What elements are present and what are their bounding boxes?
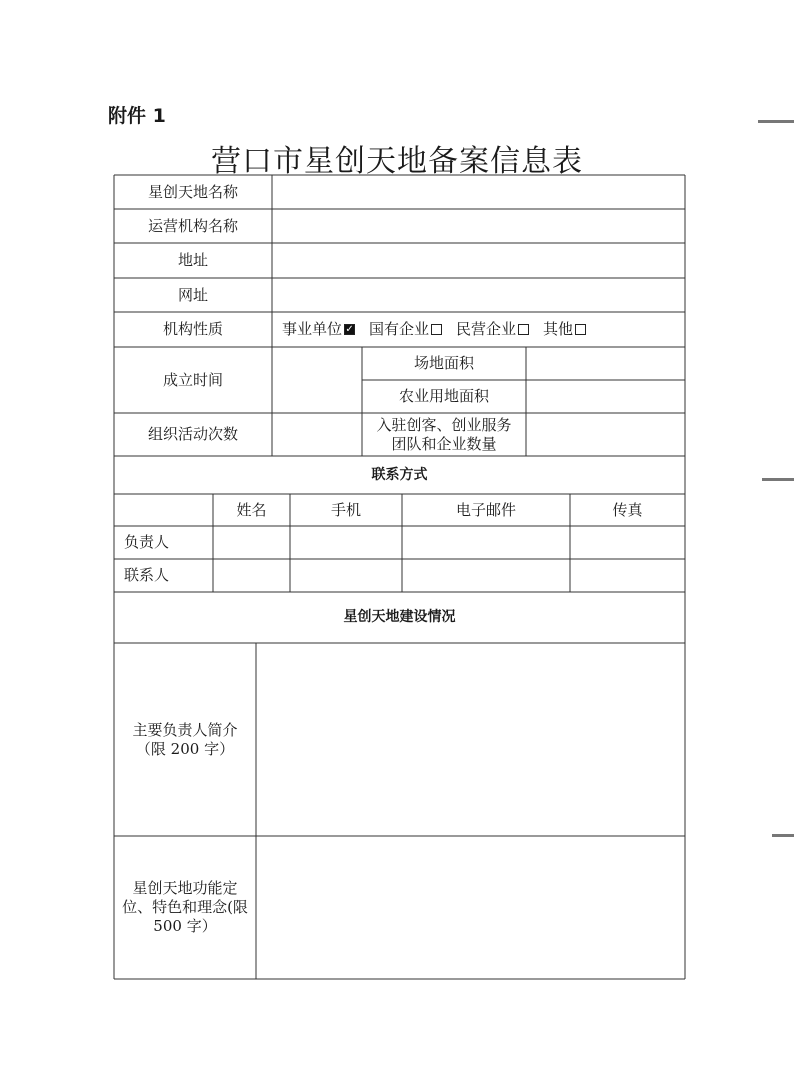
leader-intro-label-line: 主要负责人简介	[132, 720, 238, 739]
column-header-mobile: 手机	[330, 500, 361, 519]
founded-field[interactable]	[272, 347, 362, 413]
checkbox-checked-icon[interactable]: ✓	[345, 324, 354, 335]
row-label-principal: 负责人	[124, 533, 170, 551]
column-header-fax: 传真	[612, 500, 643, 519]
site-area-field[interactable]	[526, 347, 685, 380]
option-label: 事业单位	[282, 320, 343, 338]
farm-area-field[interactable]	[526, 380, 685, 413]
activities-label: 组织活动次数	[147, 425, 238, 443]
function-label-line: 500 字）	[153, 917, 217, 935]
function-label-line: 星创天地功能定	[132, 879, 238, 897]
nature-options	[272, 312, 685, 347]
contact-section-title: 联系方式	[371, 466, 428, 483]
nature-option-other[interactable]	[543, 320, 586, 339]
name-field[interactable]	[272, 175, 685, 209]
contact-mobile-field[interactable]	[290, 559, 402, 592]
row-label-contact: 联系人	[124, 566, 170, 584]
address-label: 地址	[177, 251, 208, 269]
website-label: 网址	[177, 285, 208, 304]
leader-intro-label-line: （限 200 字）	[135, 739, 235, 758]
nature-option-private[interactable]	[456, 320, 529, 339]
address-field[interactable]	[272, 243, 685, 278]
teams-field[interactable]	[526, 413, 685, 456]
contact-fax-field[interactable]	[570, 559, 685, 592]
function-label-line: 位、特色和理念(限	[122, 898, 248, 916]
nature-label: 机构性质	[162, 320, 223, 338]
column-header-name: 姓名	[236, 500, 267, 519]
activities-field[interactable]	[272, 413, 362, 456]
option-label: 其他	[543, 320, 574, 338]
nature-option-state-owned[interactable]	[369, 320, 442, 339]
leader-intro-field[interactable]	[256, 643, 685, 836]
construction-section-title: 星创天地建设情况	[343, 609, 456, 625]
principal-name-field[interactable]	[213, 526, 290, 559]
site-area-label: 场地面积	[413, 354, 474, 372]
principal-mobile-field[interactable]	[290, 526, 402, 559]
page-title: 营口市星创天地备案信息表	[211, 144, 583, 179]
attachment-label: 附件 1	[108, 105, 166, 127]
principal-fax-field[interactable]	[570, 526, 685, 559]
checkbox-icon[interactable]	[431, 324, 442, 335]
teams-label	[362, 413, 526, 456]
name-label: 星创天地名称	[147, 182, 238, 201]
column-header-email: 电子邮件	[455, 500, 516, 519]
principal-email-field[interactable]	[402, 526, 570, 559]
farm-area-label: 农业用地面积	[398, 387, 489, 405]
teams-label-line: 入驻创客、创业服务	[376, 415, 512, 434]
operator-field[interactable]	[272, 209, 685, 243]
leader-intro-label	[114, 643, 256, 836]
checkbox-icon[interactable]	[518, 324, 529, 335]
operator-label: 运营机构名称	[147, 216, 238, 235]
contact-email-field[interactable]	[402, 559, 570, 592]
option-label: 民营企业	[456, 320, 517, 338]
teams-label-line: 团队和企业数量	[391, 434, 497, 453]
option-label: 国有企业	[369, 320, 430, 338]
function-label	[114, 836, 256, 979]
founded-label: 成立时间	[162, 370, 223, 389]
website-field[interactable]	[272, 278, 685, 312]
contact-name-field[interactable]	[213, 559, 290, 592]
function-field[interactable]	[256, 836, 685, 979]
nature-option-public-institution[interactable]	[282, 320, 355, 339]
checkbox-icon[interactable]	[575, 324, 586, 335]
